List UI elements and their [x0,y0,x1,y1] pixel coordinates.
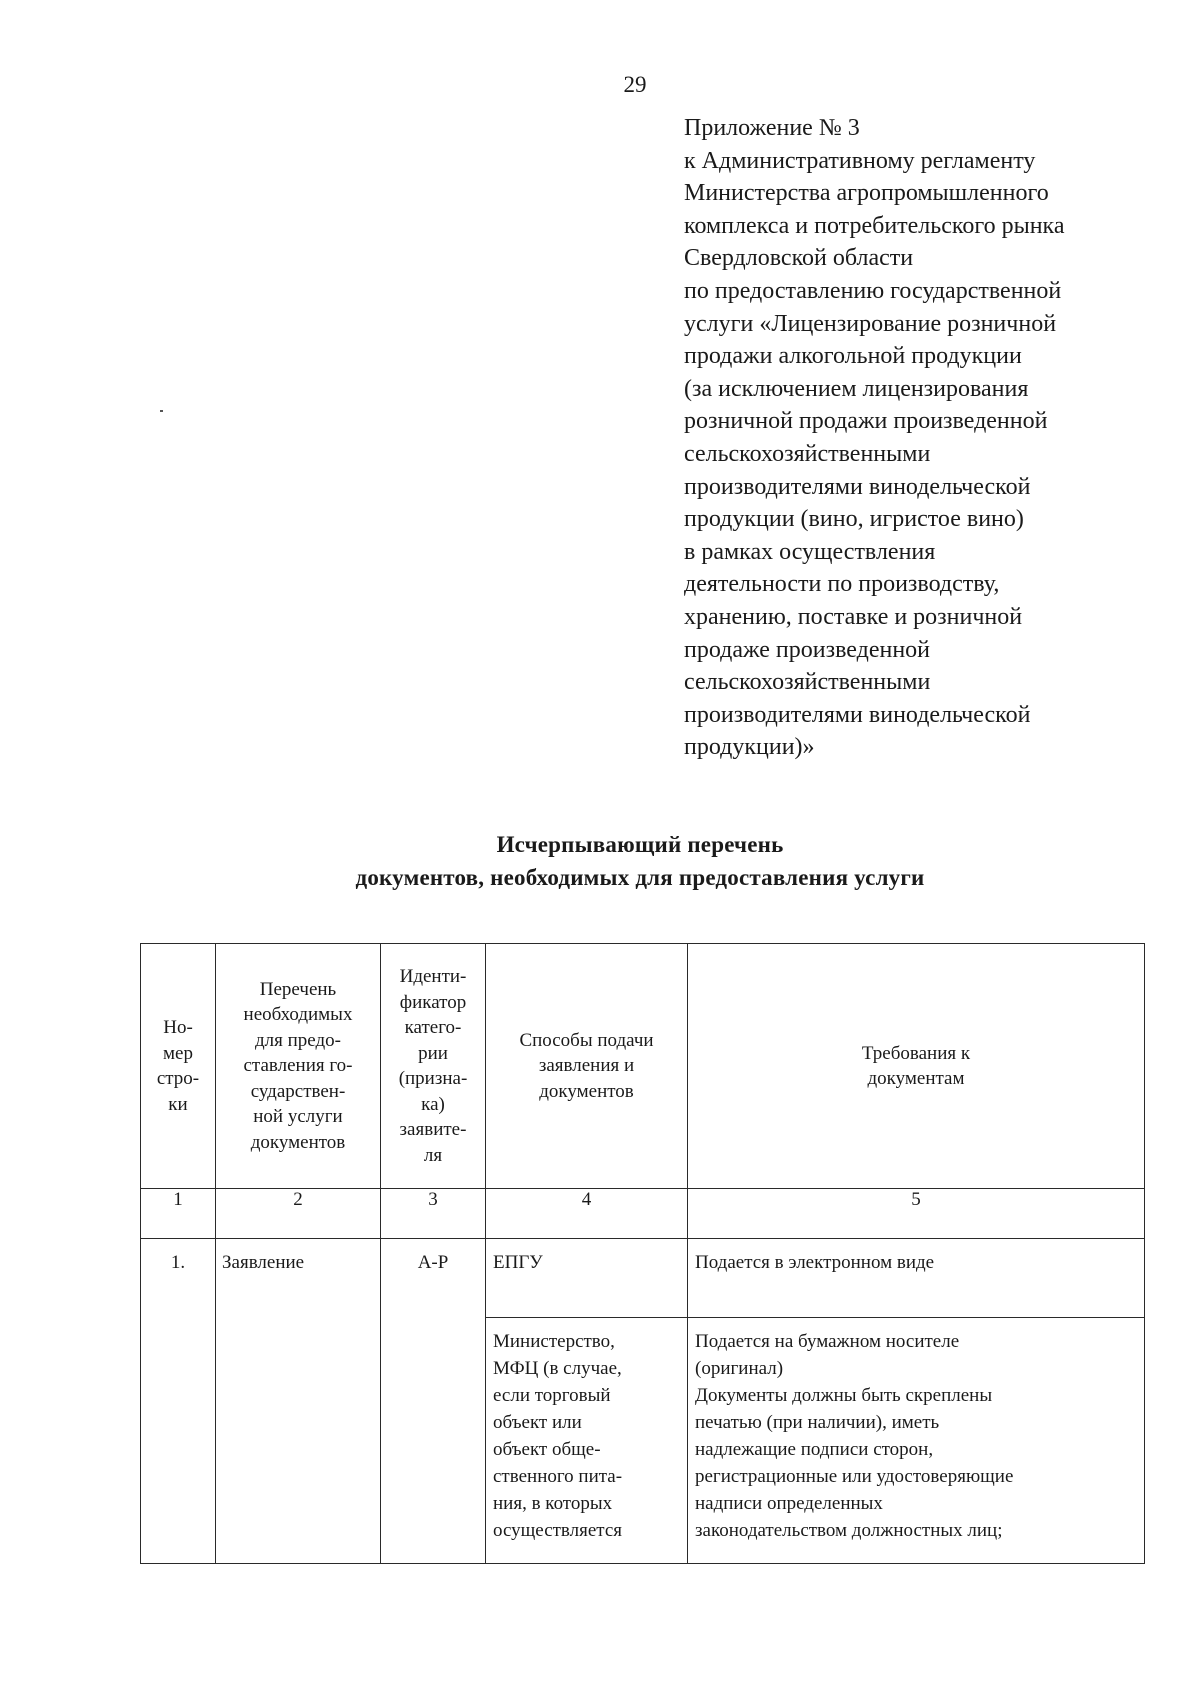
applicant-category: А-Р [417,1252,449,1273]
appendix-line: (за исключением лицензирования [684,375,1029,402]
column-number: 1 [141,1189,216,1239]
row-number: 1. [170,1252,186,1273]
row-number-cell [141,1239,216,1564]
submission-method: ЕПГУ [493,1252,543,1273]
requirement-cell [688,1318,1145,1564]
appendix-line: сельскохозяйственными [684,440,931,467]
appendix-line: продаже произведенной [684,636,931,663]
appendix-line: продукции)» [684,734,815,761]
appendix-line: Приложение № 3 [684,115,860,141]
method-cell [486,1239,688,1318]
appendix-line: продукции (вино, игристое вино) [684,506,1024,533]
appendix-line: Свердловской области [684,245,914,272]
page-number: 29 [623,72,647,97]
document-name: Заявление [222,1252,305,1273]
header-row-number: Но- мер стро- ки [141,944,216,1189]
column-number: 3 [381,1189,486,1239]
appendix-line: по предоставлению государственной [684,277,1062,304]
header-document-requirements: Требования к документам [688,944,1145,1189]
appendix-block [684,112,1164,764]
header-applicant-category: Иденти- фикатор катего- рии (призна- ка) заявите- ля [381,944,486,1189]
table-row [141,1239,1145,1318]
documents-table [140,943,1145,1564]
appendix-line: услуги «Лицензирование розничной [684,310,1057,337]
document-title-line1: Исчерпывающий перечень [496,832,784,857]
column-number: 5 [688,1189,1145,1239]
requirement-cell [688,1239,1145,1318]
column-number-row [141,1189,1145,1239]
appendix-line: Министерства агропромышленного [684,180,1049,207]
appendix-line: продажи алкогольной продукции [684,343,1022,370]
appendix-line: комплекса и потребительского рынка [684,212,1065,239]
category-cell [381,1239,486,1564]
appendix-line: производителями винодельческой [684,473,1031,500]
appendix-line: розничной продажи произведенной [684,408,1048,435]
appendix-line: производителями винодельческой [684,701,1031,728]
appendix-line: хранению, поставке и розничной [684,603,1023,630]
appendix-line: в рамках осуществления [684,538,936,565]
appendix-line: сельскохозяйственными [684,669,931,696]
table-header-row [141,944,1145,1189]
document-title-line2: документов, необходимых для предоставления услуги [355,865,925,890]
header-submission-methods: Способы подачи заявления и документов [486,944,688,1189]
requirement-text: Подается в электронном виде [695,1252,935,1273]
document-cell [216,1239,381,1564]
submission-method: Министерство, МФЦ (в случае, если торговый объект или объект обще- ственного пита- ния, в которых осуществляется [493,1331,623,1541]
column-number: 2 [216,1189,381,1239]
appendix-line: деятельности по производству, [684,571,1000,598]
appendix-line: к Административному регламенту [684,147,1036,174]
scan-speck [160,410,163,412]
column-number: 4 [486,1189,688,1239]
requirement-text: Подается на бумажном носителе (оригинал) Документы должны быть скреплены печатью (при наличии), иметь надлежащие подписи сторон, регистрационные или удостоверяющие надписи определенных законодательством должностных лиц; [695,1331,1014,1541]
header-document-list: Перечень необходимых для предо- ставления го- сударствен- ной услуги документов [216,944,381,1189]
method-cell [486,1318,688,1564]
